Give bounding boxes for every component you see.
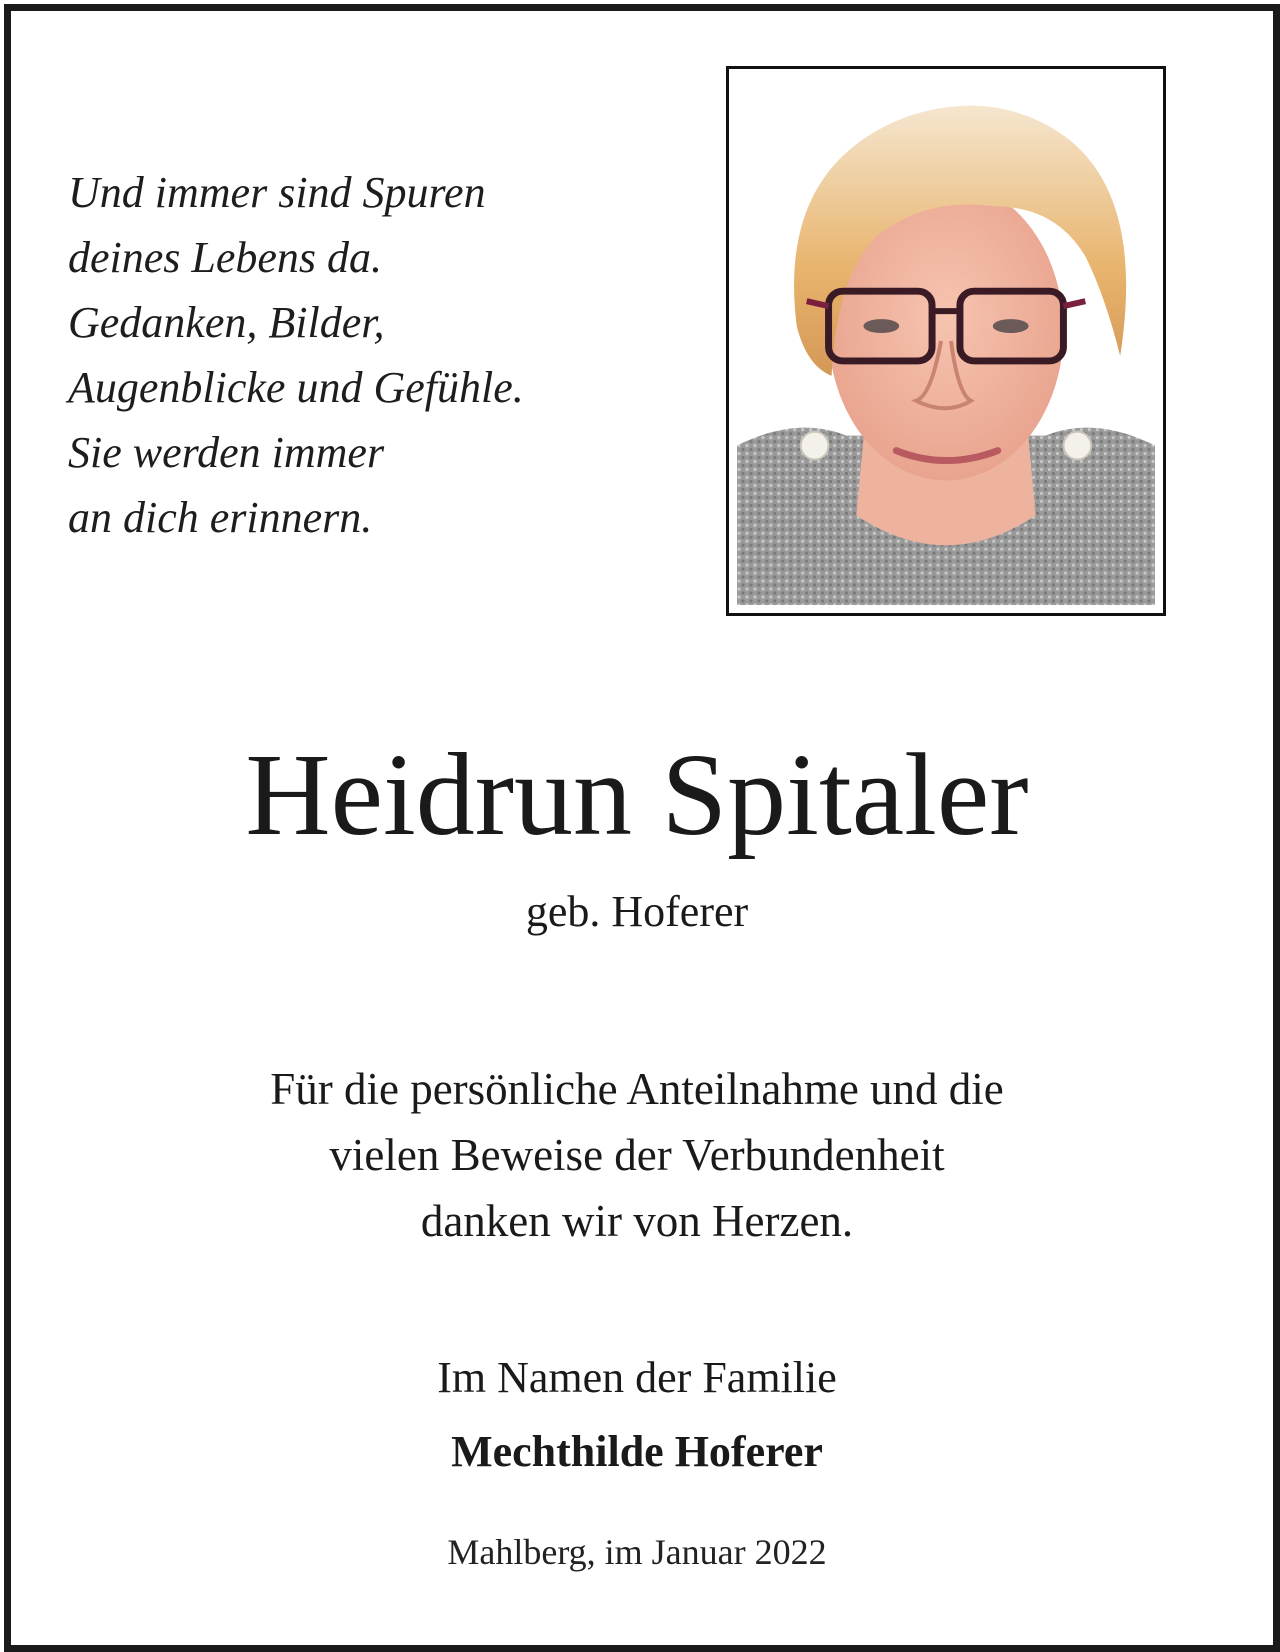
thanks-text	[0, 1056, 1274, 1254]
deceased-name: Heidrun Spitaler	[245, 729, 1029, 860]
poem-line: an dich erinnern.	[68, 493, 373, 542]
thanks-line: Für die persönliche Anteilnahme und die	[270, 1064, 1004, 1114]
maiden-name: geb. Hoferer	[525, 887, 749, 936]
thanks-line: vielen Beweise der Verbundenheit	[329, 1130, 945, 1180]
thanks-line: danken wir von Herzen.	[420, 1196, 854, 1246]
family-signature-name: Mechthilde Hoferer	[451, 1427, 823, 1476]
memorial-poem	[68, 160, 628, 550]
portrait-illustration	[737, 77, 1155, 605]
poem-line: Und immer sind Spuren	[68, 168, 486, 217]
poem-line: deines Lebens da.	[68, 233, 383, 282]
portrait-photo	[726, 66, 1166, 616]
poem-line: Gedanken, Bilder,	[68, 298, 385, 347]
place-date: Mahlberg, im Januar 2022	[447, 1532, 827, 1572]
poem-line: Augenblicke und Gefühle.	[68, 363, 524, 412]
poem-line: Sie werden immer	[68, 428, 385, 477]
family-intro: Im Namen der Familie	[437, 1353, 837, 1402]
